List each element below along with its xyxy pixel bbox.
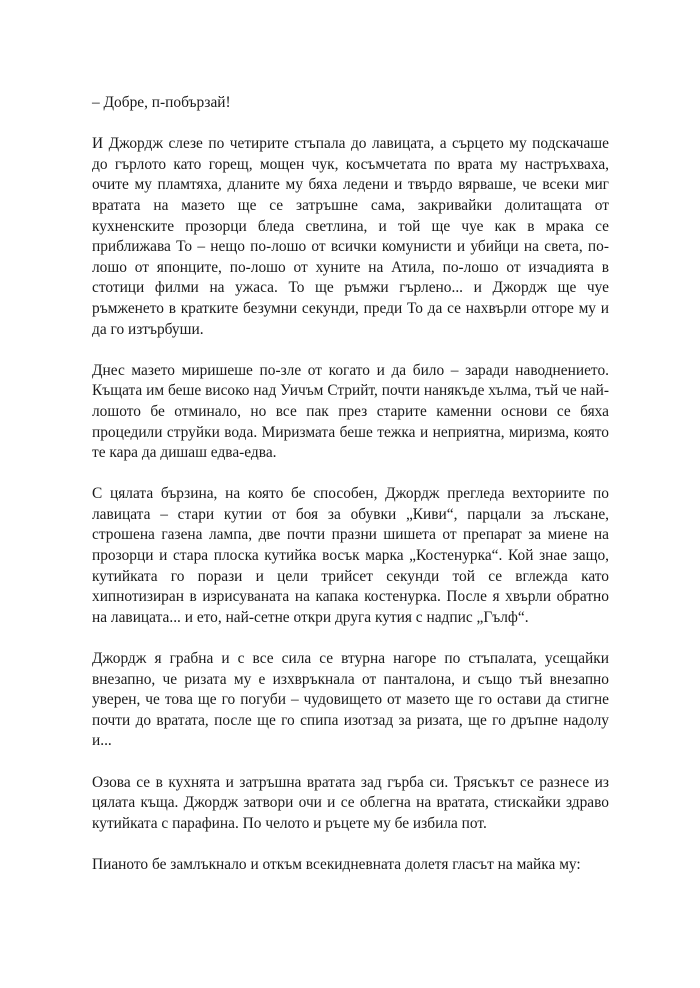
document-page (92, 93, 609, 896)
paragraph-6: Озова се в кухнята и затръшна вратата зад гърба си. Трясъкът се разнесе из цялата къща. Джордж затвори очи и се облегна на вратата, стискайки здраво кутийката с парафина. По челото и ръцете му бе избила пот. (92, 773, 609, 832)
paragraph-5: Джордж я грабна и с все сила се втурна нагоре по стъпалата, усещайки внезапно, че ризата му е изхвръкнала от панталона, и също тъй внезапно уверен, че това ще го погуби – чудовището от мазето ще го остави да стигне почти до вратата, после ще го спипа изотзад за ризата, ще го дръпне надолу и... (92, 650, 609, 750)
paragraph-3: Днес мазето миришеше по-зле от когато и да било – заради наводнението. Къщата им беше високо над Уичъм Стрийт, почти нанякъде хълма, тъй че най-лошото бе отминало, но все пак през старите каменни основи се бяха процедили струйки вода. Миризмата беше тежка и неприятна, миризма, която те кара да дишаш едва-едва. (92, 361, 609, 462)
paragraph-7: Пианото бе замлъкнало и откъм всекидневната долетя гласът на майка му: (92, 855, 581, 873)
paragraph-2: И Джордж слезе по четирите стъпала до лавицата, а сърцето му подскачаше до гърлото като горещ, мощен чук, косъмчетата по врата му настръхваха, очите му пламтяха, дланите му бяха ледени и твърдо вярваше, че всеки миг вратата на мазето ще се затръшне сама, закривайки долитащата от кухненските прозорци бледа светлина, и той ще чуе как в мрака се приближава То – нещо по-лошо от всички комунисти и убийци на света, по-лошо от японците, по-лошо от хуните на Атила, по-лошо от изчадията в стотици филми на ужаса. То ще ръмжи гърлено... и Джордж ще чуе ръмженето в кратките безумни секунди, преди То да се нахвърли отгоре му и да го изтърбуши. (92, 135, 609, 338)
paragraph-4: С цялата бързина, на която бе способен, Джордж прегледа вехториите по лавицата – стари кутии от боя за обувки „Киви“, парцали за лъскане, строшена газена лампа, две почти празни шишета от препарат за миене на прозорци и стара плоска кутийка восък марка „Костенурка“. Кой знае защо, кутийката го порази и цели трийсет секунди той се вглежда като хипнотизиран в изрисуваната на капака костенурка. После я хвърли обратно на лавицата... и ето, най-сетне откри друга кутия с надпис „Гълф“. (92, 485, 609, 626)
paragraph-1: – Добре, п-побързай! (92, 94, 231, 111)
